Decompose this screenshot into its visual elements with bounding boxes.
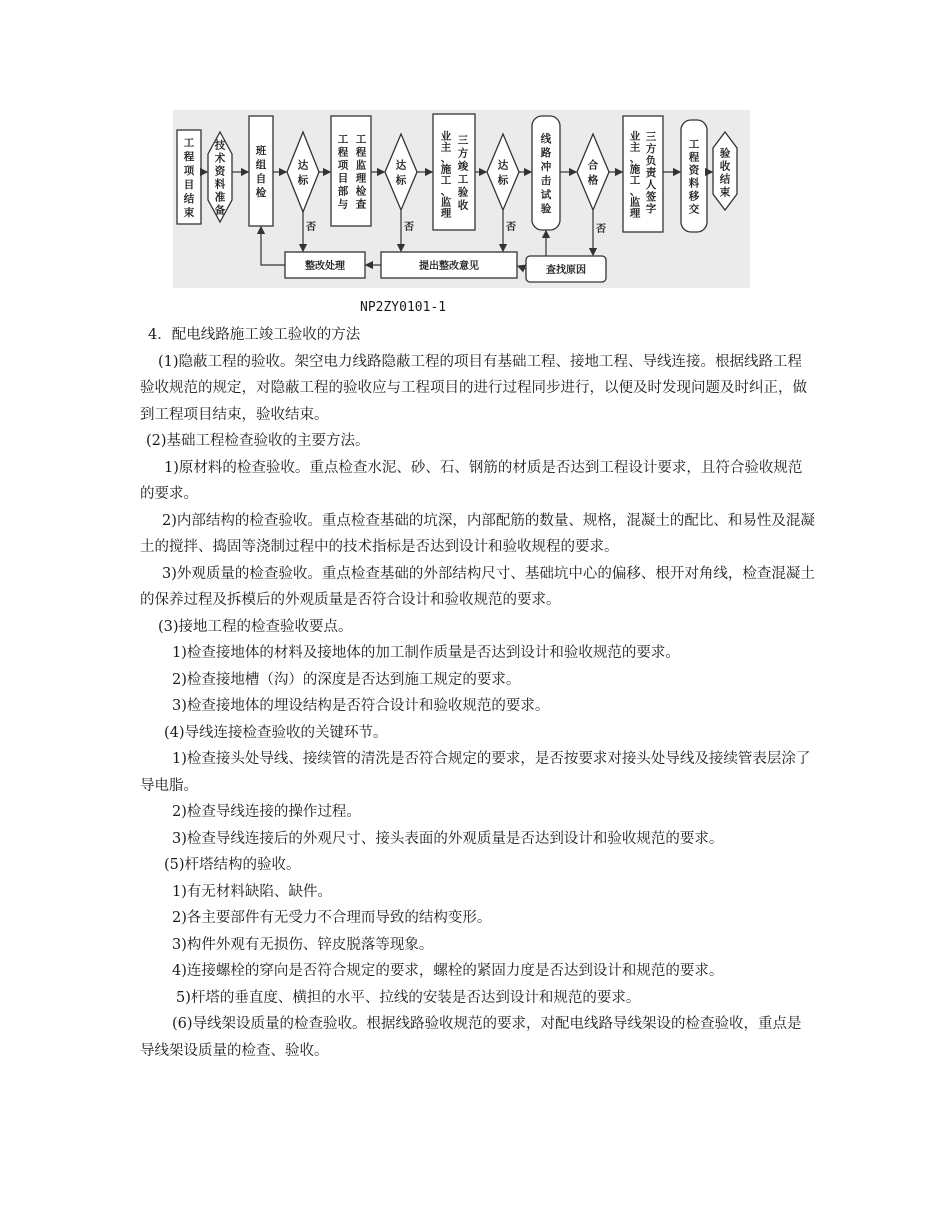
svg-text:试: 试	[540, 189, 552, 201]
svg-text:与: 与	[337, 198, 349, 211]
svg-text:资: 资	[214, 165, 226, 178]
label-rectify: 整改处理	[305, 261, 345, 272]
svg-text:料: 料	[214, 178, 226, 191]
svg-text:线: 线	[540, 133, 552, 145]
svg-text:三: 三	[645, 131, 657, 143]
svg-text:工: 工	[457, 173, 469, 186]
svg-text:料: 料	[688, 177, 700, 190]
svg-text:工: 工	[688, 138, 700, 151]
label-no-1: 否	[306, 222, 316, 233]
svg-text:资: 资	[688, 164, 700, 177]
svg-text:签: 签	[645, 191, 657, 203]
subheading: (4)导线连接检查验收的关键环节。	[164, 724, 388, 741]
paragraph: 1)检查接地体的材料及接地体的加工制作质量是否达到设计和验收规范的要求。	[172, 645, 680, 661]
svg-text:标: 标	[395, 174, 407, 187]
svg-text:工: 工	[629, 174, 641, 187]
svg-text:自: 自	[255, 173, 267, 185]
figure-caption: NP2ZY0101-1	[360, 300, 447, 315]
paragraph: 2)检查接地槽（沟）的深度是否达到施工规定的要求。	[172, 671, 521, 688]
svg-text:查: 查	[355, 198, 367, 211]
svg-text:理: 理	[629, 207, 641, 220]
svg-text:准: 准	[214, 191, 226, 204]
section-heading: 4．配电线路施工竣工验收的方法	[148, 327, 361, 343]
svg-text:检: 检	[355, 185, 367, 198]
svg-text:验: 验	[540, 203, 552, 215]
svg-text:合: 合	[587, 159, 599, 172]
svg-text:方: 方	[457, 147, 469, 160]
paragraph: 1)有无材料缺陷、缺件。	[172, 883, 332, 900]
svg-text:验: 验	[457, 186, 469, 199]
svg-text:交: 交	[688, 203, 700, 216]
label-three-sign-col1	[645, 131, 657, 215]
paragraph: 1)检查接头处导线、接续管的清洗是否符合规定的要求，是否按要求对接头处导线及接续管表层涂了导电脂。	[140, 751, 811, 794]
svg-text:工: 工	[355, 133, 367, 146]
label-propose: 提出整改意见	[419, 261, 479, 272]
label-supervision-col1	[356, 134, 367, 211]
svg-text:工: 工	[337, 133, 349, 146]
subheading: (2)基础工程检查验收的主要方法。	[146, 433, 370, 449]
svg-text:达: 达	[297, 159, 309, 172]
svg-text:业: 业	[440, 130, 452, 143]
svg-text:击: 击	[540, 175, 552, 187]
svg-text:组: 组	[255, 159, 267, 171]
svg-text:竣: 竣	[457, 160, 469, 173]
svg-text:班: 班	[255, 145, 267, 157]
svg-text:结: 结	[719, 173, 731, 186]
svg-text:方: 方	[645, 143, 657, 155]
label-three-party-col2	[441, 130, 452, 220]
svg-text:项: 项	[337, 159, 349, 172]
label-no-3: 否	[506, 222, 516, 233]
svg-text:程: 程	[688, 151, 700, 164]
paragraph: 3)外观质量的检查验收。重点检查基础的外部结构尺寸、基础坑中心的偏移、根开对角线，检查混凝土的保养过程及拆模后的外观质量是否符合设计和验收规范的要求。	[140, 565, 815, 608]
svg-text:备: 备	[214, 204, 226, 217]
svg-text:施: 施	[629, 163, 641, 176]
svg-text:标: 标	[497, 174, 509, 187]
label-three-party-col1	[458, 135, 469, 212]
svg-text:检: 检	[255, 187, 267, 199]
svg-text:标: 标	[297, 174, 309, 187]
subheading: (3)接地工程的检查验收要点。	[158, 618, 353, 635]
svg-text:理: 理	[440, 207, 452, 220]
svg-text:目: 目	[337, 172, 349, 185]
svg-text:监: 监	[355, 159, 367, 172]
paragraph: 2)各主要部件有无受力不合理而导致的结构变形。	[172, 910, 492, 926]
svg-text:结: 结	[183, 193, 195, 205]
paragraph: 5)杆塔的垂直度、横担的水平、拉线的安装是否达到设计和规范的要求。	[176, 989, 641, 1006]
svg-text:、: 、	[629, 185, 641, 198]
svg-text:达: 达	[497, 159, 509, 172]
svg-text:束: 束	[719, 186, 731, 199]
node-team-check	[249, 116, 273, 226]
svg-text:项: 项	[183, 165, 195, 177]
label-supervision-col2	[338, 134, 349, 211]
svg-text:工: 工	[183, 137, 195, 149]
label-three-sign-col2	[630, 130, 641, 220]
paragraph: (1)隐蔽工程的验收。架空电力线路隐蔽工程的项目有基础工程、接地工程、导线连接。根据线路工程验收规范的规定，对隐蔽工程的验收应与工程项目的进行过程同步进行，以便及时发现问题及时纠正，做到工程项目结束，验收结束。	[140, 353, 807, 423]
svg-text:监: 监	[440, 196, 452, 209]
svg-text:人: 人	[645, 179, 657, 191]
svg-text:理: 理	[355, 172, 367, 185]
paragraph: (6)导线架设质量的检查验收。根据线路验收规范的要求，对配电线路导线架设的检查验收，重点是导线架设质量的检查、验收。	[140, 1016, 802, 1059]
svg-text:字: 字	[645, 203, 657, 215]
svg-text:目: 目	[183, 179, 195, 191]
svg-text:业: 业	[629, 130, 641, 143]
svg-text:、: 、	[629, 152, 641, 165]
svg-text:主: 主	[440, 141, 452, 154]
label-no-4: 否	[596, 224, 606, 235]
paragraph: 3)构件外观有无损伤、锌皮脱落等现象。	[172, 936, 434, 953]
acceptance-flowchart	[173, 110, 750, 288]
svg-text:程: 程	[355, 146, 367, 159]
document-body	[140, 322, 816, 1064]
svg-text:程: 程	[337, 146, 349, 159]
svg-text:束: 束	[183, 207, 195, 219]
subheading: (5)杆塔结构的验收。	[164, 857, 301, 873]
svg-text:工: 工	[440, 174, 452, 187]
node-three-party-acceptance	[433, 114, 475, 230]
svg-text:程: 程	[183, 151, 195, 163]
svg-text:部: 部	[337, 185, 349, 198]
svg-text:收: 收	[719, 160, 731, 173]
paragraph: 3)检查导线连接后的外观尺寸、接头表面的外观质量是否达到设计和验收规范的要求。	[172, 830, 724, 847]
svg-text:移: 移	[688, 190, 700, 203]
svg-text:路: 路	[540, 147, 552, 159]
svg-text:达: 达	[395, 159, 407, 172]
paragraph: 3)检查接地体的埋设结构是否符合设计和验收规范的要求。	[172, 698, 550, 714]
paragraph: 2)内部结构的检查验收。重点检查基础的坑深，内部配筋的数量、规格，混凝土的配比、和易性及混凝土的搅拌、捣固等浇制过程中的技术指标是否达到设计和验收规程的要求。	[140, 512, 815, 555]
svg-text:验: 验	[719, 147, 731, 160]
paragraph: 2)检查导线连接的操作过程。	[172, 804, 361, 820]
svg-text:冲: 冲	[540, 161, 552, 173]
svg-text:责: 责	[645, 167, 657, 179]
svg-text:格: 格	[587, 174, 599, 187]
svg-text:负: 负	[645, 155, 657, 167]
svg-text:术: 术	[214, 152, 226, 165]
svg-text:、: 、	[440, 185, 452, 198]
paragraph: 1)原材料的检查验收。重点检查水泥、砂、石、钢筋的材质是否达到工程设计要求，且符合验收规范的要求。	[140, 459, 803, 502]
svg-text:主: 主	[629, 141, 641, 154]
label-find-cause: 查找原因	[546, 265, 586, 276]
svg-text:收: 收	[457, 199, 469, 212]
svg-text:监: 监	[629, 196, 641, 209]
svg-text:施: 施	[440, 163, 452, 176]
label-no-2: 否	[404, 222, 414, 233]
svg-text:、: 、	[440, 152, 452, 165]
svg-text:技: 技	[214, 139, 226, 152]
paragraph: 4)连接螺栓的穿向是否符合规定的要求，螺栓的紧固力度是否达到设计和规范的要求。	[172, 963, 724, 979]
label-handover	[688, 139, 700, 216]
svg-text:三: 三	[457, 134, 469, 147]
